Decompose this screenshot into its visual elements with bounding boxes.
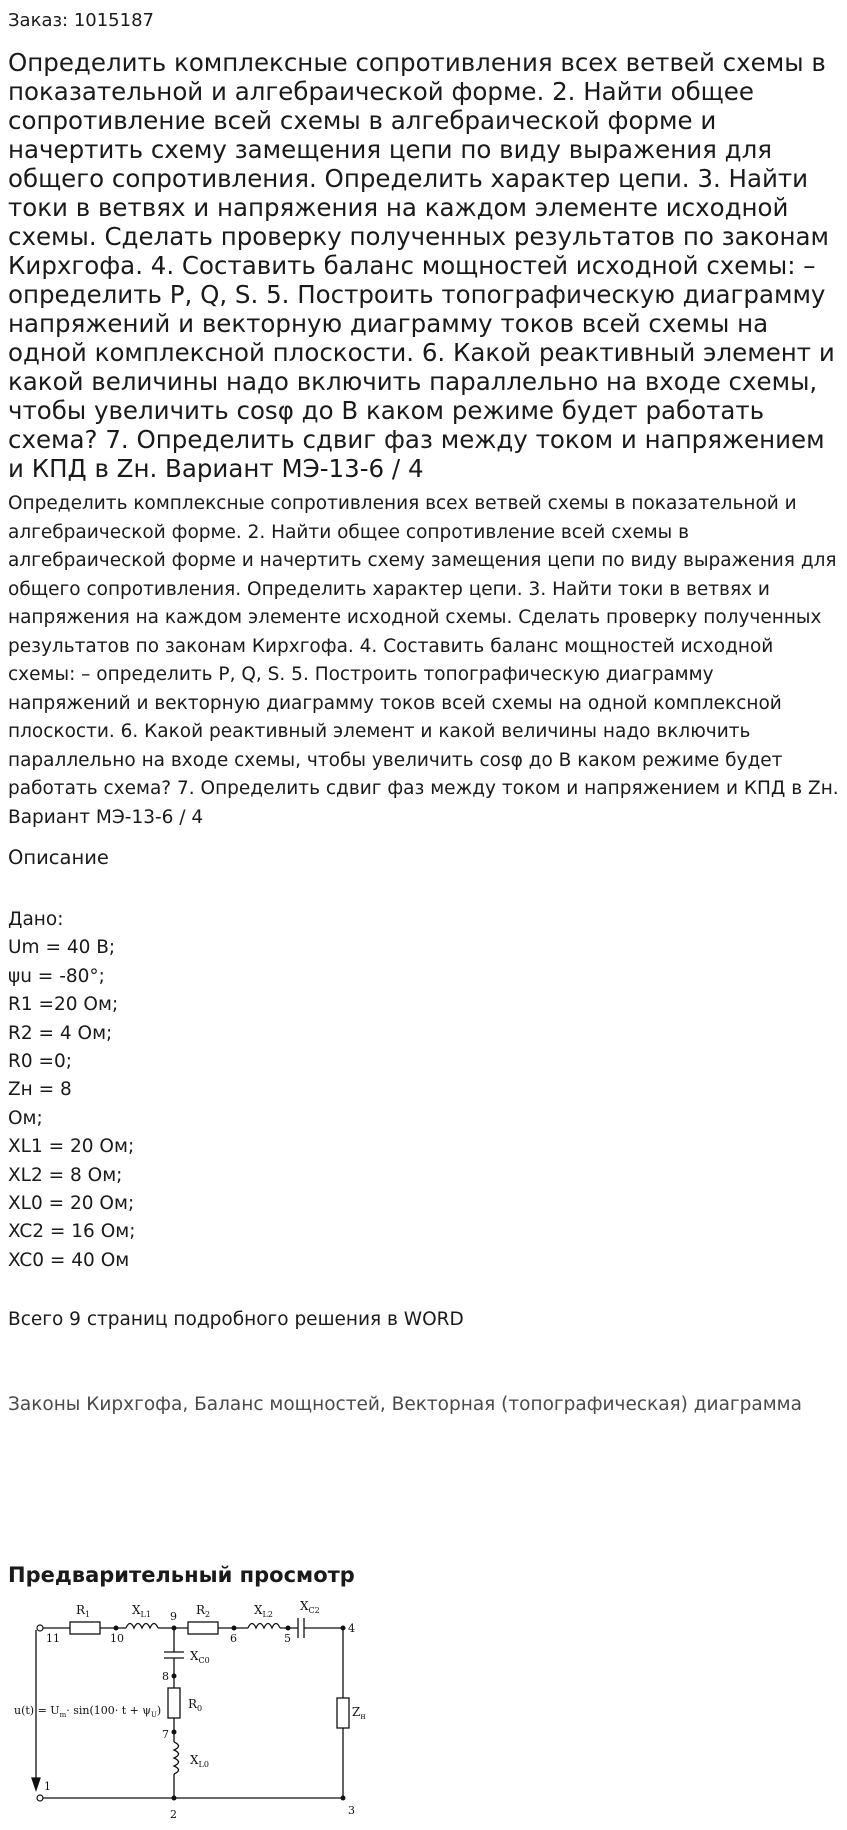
zn-sub: н [360, 1712, 366, 1721]
r2-sub: 2 [205, 1610, 211, 1619]
r1-label: R [76, 1603, 86, 1617]
given-line: ψu = -80°; [8, 965, 105, 987]
order-number: Заказ: 1015187 [8, 10, 154, 31]
given-line: Дано: [8, 909, 64, 930]
given-values-list [8, 906, 135, 1275]
given-line: R1 =20 Ом; [8, 994, 119, 1016]
description-heading: Описание [8, 846, 109, 869]
task-text: Определить комплексные сопротивления всех ветвей схемы в показательной и алгебраической форме. 2. Найти общее сопротивление всей схемы в алгебраической форме и начертить схему замещения цепи по виду выражения для общего сопротивления. Определить характер цепи. 3. Найти токи в ветвях и напряжения на каждом элементе исходной схемы. Сделать проверку полученных результатов по законам Кирхгофа. 4. Составить баланс мощностей исходной схемы: – определить P, Q, S. 5. Построить топографическую диаграмму напряжений и векторную диаграмму токов всей схемы на одной комплексной плоскости. 6. Какой реактивный элемент и какой величины надо включить параллельно на входе схемы, чтобы увеличить cosφ до В каком режиме будет работать схема? 7. Определить сдвиг фаз между током и напряжением и КПД в Zн. Вариант МЭ-13-6 / 4 [8, 493, 839, 828]
tags-line: Законы Кирхгофа, Баланс мощностей, Векторная (топографическая) диаграмма [8, 1394, 802, 1415]
r1-sub: 1 [85, 1610, 91, 1619]
xl2-sub: L2 [262, 1610, 273, 1619]
xl0-sub: L0 [198, 1760, 209, 1769]
svg-text:XC0 [190, 1649, 210, 1665]
node-label: 7 [162, 1728, 169, 1741]
xl1-label: X [132, 1603, 141, 1617]
svg-text:XL2 [254, 1603, 273, 1619]
node-label: 11 [46, 1632, 60, 1645]
page-title: Определить комплексные сопротивления всех ветвей схемы в показательной и алгебраической форме. 2. Найти общее сопротивление всей схемы в алгебраической форме и начертить схему замещения цепи по виду выражения для общего сопротивления. Определить характер цепи. 3. Найти токи в ветвях и напряжения на каждом элементе исходной схемы. Сделать проверку полученных результатов по законам Кирхгофа. 4. Составить баланс мощностей исходной схемы: – определить P, Q, S. 5. Построить топографическую диаграмму напряжений и векторную диаграмму токов всей схемы на одной комплексной плоскости. 6. Какой реактивный элемент и какой величины надо включить параллельно на входе схемы, чтобы увеличить cosφ до В каком режиме будет работать схема? 7. Определить сдвиг фаз между током и напряжением и КПД в Zн. Вариант МЭ-13-6 / 4 [8, 48, 835, 483]
svg-text:Zн [352, 1705, 366, 1721]
given-line: XC0 = 40 Ом [8, 1249, 130, 1271]
pages-note: Всего 9 страниц подробного решения в WORD [8, 1309, 464, 1330]
xc2-label: X [300, 1599, 309, 1613]
xc0-sub: C0 [198, 1656, 210, 1665]
r2-label: R [196, 1603, 206, 1617]
source-formula: $u(t) = U_m\cdot \sin(100\cdot t + \psi_U)$ [14, 1704, 162, 1719]
node-label: 6 [230, 1632, 237, 1645]
svg-text:XL0 [190, 1753, 209, 1769]
node-label: 8 [162, 1670, 169, 1683]
svg-text:R0 [188, 1697, 202, 1713]
r0-label: R [188, 1697, 198, 1711]
node-label: 4 [348, 1622, 355, 1635]
svg-text:R2 [196, 1603, 210, 1619]
node-label: 10 [110, 1632, 124, 1645]
r0-sub: 0 [197, 1704, 203, 1713]
given-line: XL1 = 20 Ом; [8, 1136, 135, 1158]
node-label: 1 [44, 1780, 51, 1793]
given-line: Zн = 8 [8, 1079, 72, 1101]
preview-heading: Предварительный просмотр [8, 1563, 355, 1587]
svg-text:R1 [76, 1603, 90, 1619]
node-label: 3 [348, 1804, 355, 1817]
given-line: Um = 40 В; [8, 937, 116, 959]
given-line: R2 = 4 Ом; [8, 1022, 113, 1044]
xc2-sub: C2 [308, 1606, 320, 1615]
node-label: 2 [170, 1808, 177, 1821]
given-line: XL2 = 8 Ом; [8, 1164, 123, 1186]
node-label: 9 [170, 1610, 177, 1623]
given-line: XC2 = 16 Ом; [8, 1221, 136, 1243]
node-label: 5 [284, 1632, 291, 1645]
circuit-schematic [8, 1596, 378, 1826]
given-line: XL0 = 20 Ом; [8, 1193, 135, 1215]
given-line: R0 =0; [8, 1051, 73, 1073]
given-line: Ом; [8, 1107, 43, 1129]
xl2-label: X [254, 1603, 263, 1617]
xl0-label: X [190, 1753, 199, 1767]
zn-label: Z [352, 1705, 361, 1719]
svg-text:XC2 [300, 1599, 320, 1615]
xl1-sub: L1 [140, 1610, 151, 1619]
svg-text:XL1 [132, 1603, 151, 1619]
xc0-label: X [190, 1649, 199, 1663]
